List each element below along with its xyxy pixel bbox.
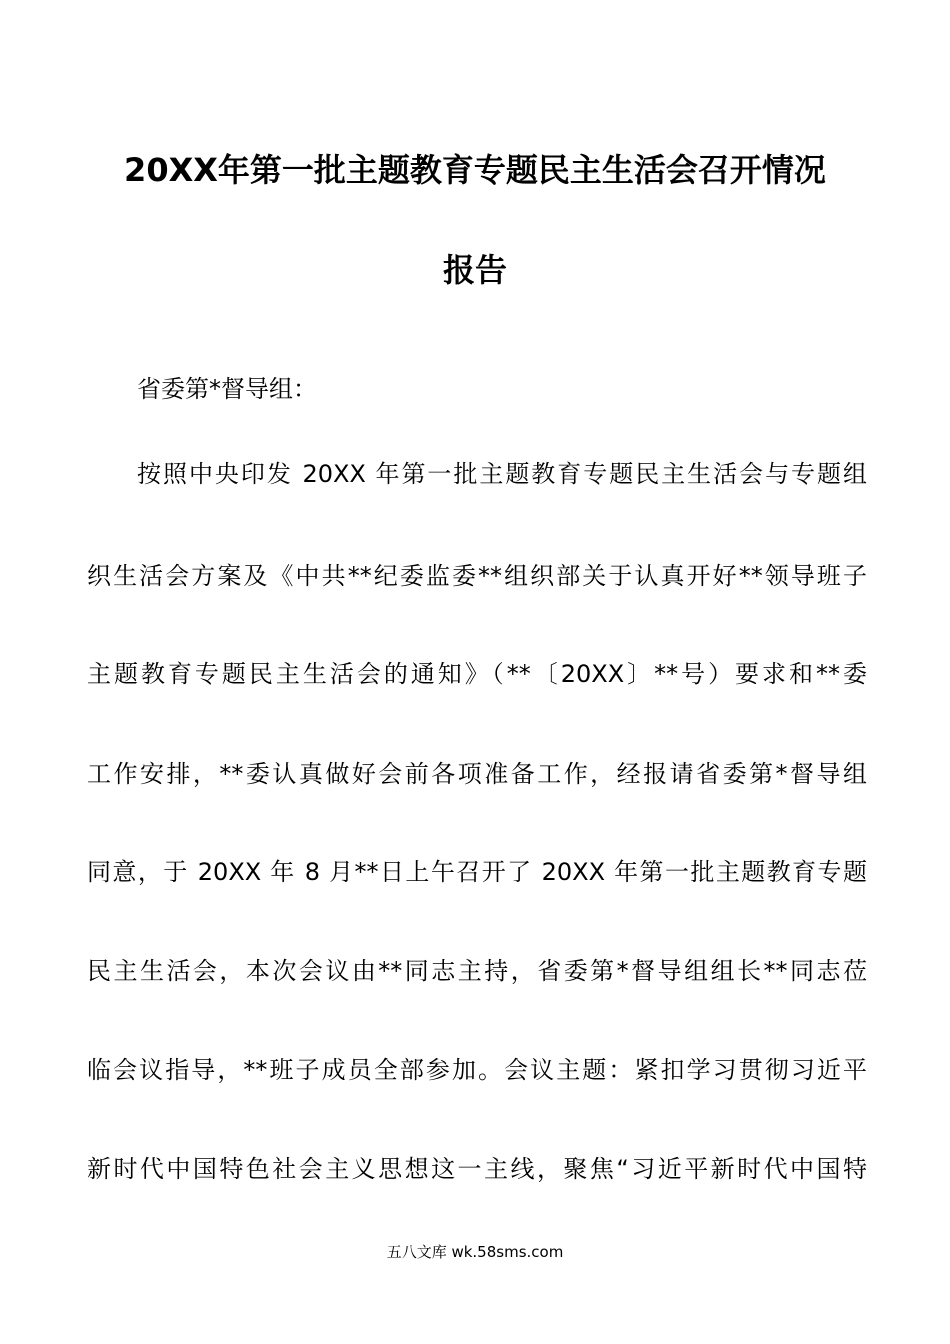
- body-line: 工作安排，**委认真做好会前各项准备工作，经报请省委第*督导组: [87, 760, 867, 788]
- body-line: 织生活会方案及《中共**纪委监委**组织部关于认真开好**领导班子: [87, 562, 867, 590]
- document-title-line-2: 报告: [442, 251, 507, 289]
- body-line: 临会议指导，**班子成员全部参加。会议主题：紧扣学习贯彻习近平: [87, 1056, 867, 1084]
- body-line: 按照中央印发 20XX 年第一批主题教育专题民主生活会与专题组: [137, 460, 867, 488]
- body-line: 新时代中国特色社会主义思想这一主线，聚焦“习近平新时代中国特: [87, 1155, 867, 1183]
- document-title-line-1: 20XX年第一批主题教育专题民主生活会召开情况: [124, 151, 826, 189]
- body-line: 主题教育专题民主生活会的通知》（**〔20XX〕**号）要求和**委: [87, 660, 867, 688]
- body-line: 同意，于 20XX 年 8 月**日上午召开了 20XX 年第一批主题教育专题: [87, 858, 867, 886]
- body-line: 民主生活会，本次会议由**同志主持，省委第*督导组组长**同志莅: [87, 957, 867, 985]
- salutation: 省委第*督导组：: [137, 375, 317, 403]
- footer-watermark: 五八文库 wk.58sms.com: [386, 1243, 564, 1261]
